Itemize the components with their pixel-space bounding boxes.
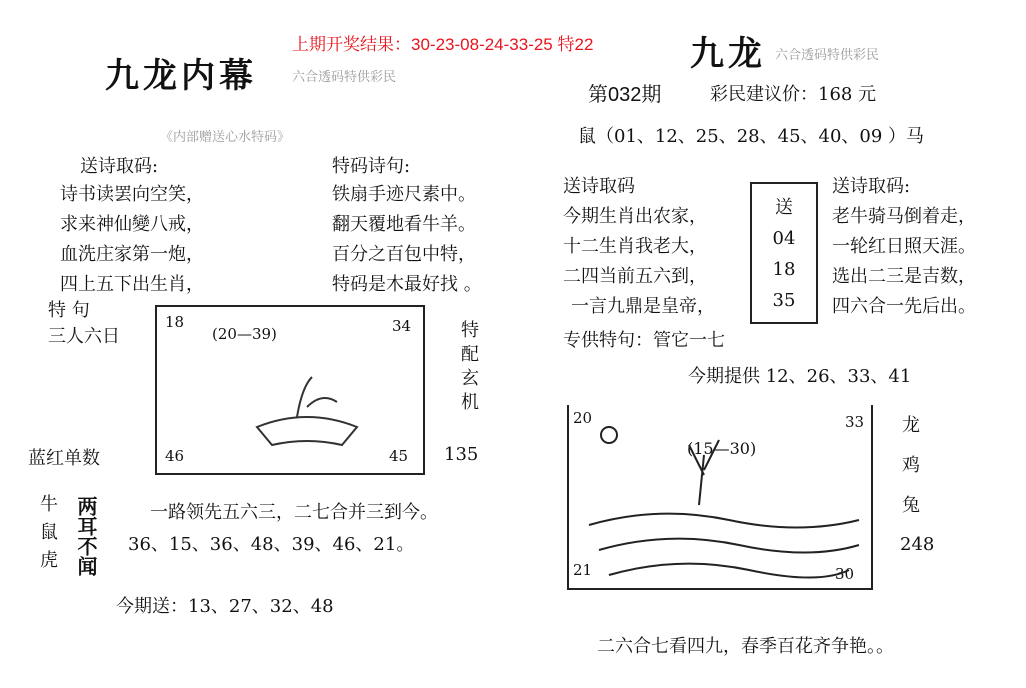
price: 彩民建议价：168 元: [710, 84, 877, 105]
line1: 一路领先五六三，二七合并三到今。: [150, 502, 438, 523]
lanhong-value: 135: [444, 444, 479, 465]
tejv-sub: 三人六日: [48, 326, 120, 347]
send-box: 送 04 18 35: [750, 182, 818, 324]
lanhong-label: 蓝红单数: [28, 448, 100, 469]
line2: 36、15、36、48、39、46、21。: [128, 534, 415, 555]
right-subtitle: 六合透码特供彩民: [775, 48, 880, 63]
last-result: 上期开奖结果：30-23-08-24-33-25 特22: [292, 35, 594, 54]
side-number: 248: [900, 534, 935, 555]
phrase: 两耳不闻: [74, 496, 98, 576]
poem-a: 诗书读罢向空笑， 求来神仙變八戒， 血洗庄家第一炮， 四上五下出生肖，: [60, 184, 204, 295]
provide-line: 今期提供 12、26、33、41: [688, 366, 912, 387]
special-line: 专供特句：管它一七: [563, 330, 725, 351]
side-vertical: 特配玄机: [458, 320, 479, 416]
send-line: 今期送：13、27、32、48: [116, 596, 334, 617]
zodiac-line: 鼠（01、12、25、28、45、40、09 ）马: [578, 126, 925, 147]
side-zodiacs: 龙 鸡 兔: [902, 415, 920, 516]
right-title: 九龙: [690, 34, 766, 74]
left-title: 九龙内幕: [105, 56, 257, 96]
left-subtitle: 六合透码特供彩民: [292, 70, 397, 85]
left-sketch: 18 (20—39) 34 46 45: [155, 305, 425, 475]
poem-b: 铁扇手迹尺素中。 翻天覆地看牛羊。 百分之百包中特， 特码是木最好找 。: [332, 184, 482, 295]
left-caption: 《内部赠送心水特码》: [160, 130, 291, 145]
right-poem-b: 老牛骑马倒着走， 一轮红日照天涯。 选出二三是吉数， 四六合一先后出。: [832, 206, 976, 317]
right-poem-a-title: 送诗取码: [563, 176, 635, 197]
poem-a-title: 送诗取码:: [80, 156, 159, 177]
issue: 第032期: [588, 84, 662, 106]
waves-drawing: [579, 425, 869, 585]
right-poem-b-title: 送诗取码:: [832, 176, 911, 197]
sketch-drawing: [247, 367, 367, 447]
right-poem-a: 今期生肖出农家， 十二生肖我老大， 二四当前五六到， 一言九鼎是皇帝，: [563, 206, 715, 317]
tejv-label: 特 句: [48, 300, 90, 321]
right-sketch: 20 (15—30) 33 21 30: [567, 405, 873, 590]
footer-line: 二六合七看四九，春季百花齐争艳。。: [597, 636, 894, 657]
poem-b-title: 特码诗句:: [332, 156, 411, 177]
zodiac-column: 牛鼠虎: [37, 494, 58, 578]
